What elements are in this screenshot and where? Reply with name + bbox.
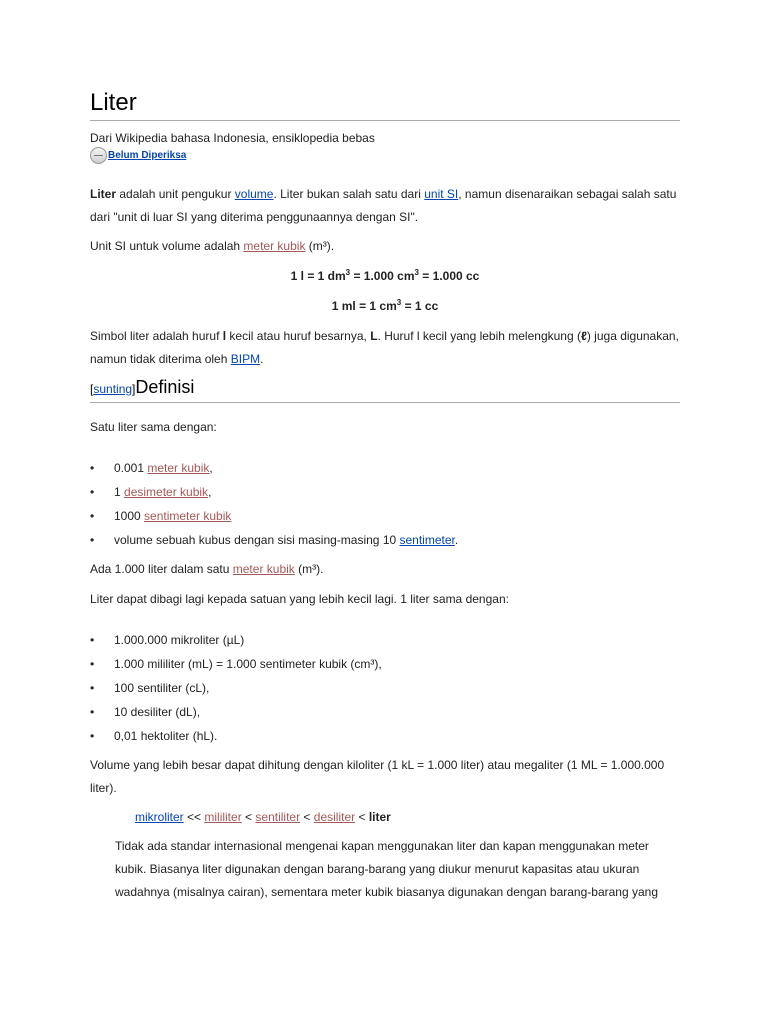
list-item-link[interactable]: meter kubik <box>147 461 210 475</box>
formula-2-part-a: 1 ml = 1 cm <box>331 299 397 313</box>
article <box>90 88 680 904</box>
scale-sep-4: < <box>355 810 369 824</box>
edit-link[interactable]: sunting <box>93 382 133 396</box>
list-item-link[interactable]: sentimeter <box>399 533 455 547</box>
subunit-list-item: • 1.000.000 mikroliter (µL) <box>90 628 680 652</box>
unit-scale <box>90 806 680 829</box>
symbol-bold-2: L <box>370 329 378 343</box>
symbol-text-1: Simbol liter adalah huruf <box>90 329 223 343</box>
intro-text-1: adalah unit pengukur <box>116 187 235 201</box>
definition-list-item <box>90 480 680 504</box>
definition-list-item <box>90 528 680 552</box>
formula-2-part-c: = 1 cc <box>401 299 439 313</box>
ada-text-2: (m³). <box>294 562 324 576</box>
list-item-link[interactable]: sentimeter kubik <box>144 509 232 523</box>
subunit-list-item: • 10 desiliter (dL), <box>90 700 680 724</box>
list-item-punct: . <box>454 533 459 547</box>
si-text-1: Unit SI untuk volume adalah <box>90 239 244 253</box>
list-item-text: volume sebuah kubus dengan sisi masing-masing 10 <box>114 533 400 547</box>
si-paragraph <box>90 235 680 258</box>
symbol-text-5: . <box>260 352 264 366</box>
symbol-text-3: . Huruf l kecil yang lebih melengkung ( <box>377 329 581 343</box>
link-volume[interactable]: volume <box>234 187 274 201</box>
definition-list-item <box>90 504 680 528</box>
ada-paragraph <box>90 558 680 581</box>
list-item-link[interactable]: desimeter kubik <box>124 485 209 499</box>
ada-text-1: Ada 1.000 liter dalam satu <box>90 562 233 576</box>
link-desiliter[interactable]: desiliter <box>313 810 356 824</box>
list-item-punct: , <box>208 485 212 499</box>
page-subtitle: Dari Wikipedia bahasa Indonesia, ensiklopedia bebas <box>90 131 375 145</box>
section-edit: [sunting] <box>90 382 136 396</box>
formula-1-sup-2: 3 <box>414 268 419 277</box>
link-sentiliter[interactable]: sentiliter <box>255 810 301 824</box>
link-unit-si[interactable]: unit SI <box>424 187 459 201</box>
symbol-bold-3: ℓ <box>580 329 587 343</box>
list-item-text: 1000 <box>114 509 145 523</box>
page-title: Liter <box>90 88 680 121</box>
intro-text-2: . Liter bukan salah satu dari <box>273 187 425 201</box>
link-bipm[interactable]: BIPM <box>230 352 261 366</box>
list-item-punct: , <box>209 461 213 475</box>
symbol-paragraph <box>90 325 680 371</box>
section-heading-definisi <box>90 375 680 403</box>
standar-paragraph: Tidak ada standar internasional mengenai kapan menggunakan liter dan kapan menggunakan meter kubik. Biasanya liter digunakan dengan barang-barang yang diukur menurut kapasitas atau ukuran wadahnya (misalnya cairan), sementara meter kubik biasanya digunakan dengan barang-barang yang <box>115 839 658 899</box>
formula-2-sup: 3 <box>396 298 402 307</box>
formula-1-part-c: = 1.000 cm <box>350 269 415 283</box>
subunit-list-item: • 1.000 mililiter (mL) = 1.000 sentimeter kubik (cm³), <box>90 652 680 676</box>
formula-1-part-e: = 1.000 cc <box>418 269 480 283</box>
si-text-2: (m³). <box>305 239 335 253</box>
symbol-text-4: ) juga digunakan, namun tidak diterima oleh <box>90 329 679 366</box>
list-item-text: 0.001 <box>114 461 148 475</box>
definition-list <box>90 456 680 552</box>
formula-1-part-a: 1 l = 1 dm <box>290 269 346 283</box>
formula-liter <box>90 265 680 288</box>
scale-sep-2: < <box>241 810 256 824</box>
subunit-list-item: • 0,01 hektoliter (hL). <box>90 724 680 748</box>
link-meter-kubik-2[interactable]: meter kubik <box>232 562 295 576</box>
review-status-link[interactable]: Belum Diperiksa <box>108 150 187 161</box>
definition-intro: Satu liter sama dengan: <box>90 420 217 434</box>
formula-1-sup-1: 3 <box>345 268 351 277</box>
intro-bold: Liter <box>90 187 117 201</box>
dibagi-paragraph: Liter dapat dibagi lagi kepada satuan yang lebih kecil lagi. 1 liter sama dengan: <box>90 592 509 606</box>
symbol-bold-1: l <box>222 329 227 343</box>
scale-sep-1: << <box>183 810 205 824</box>
symbol-text-2: kecil atau huruf besarnya, <box>226 329 371 343</box>
link-mikroliter[interactable]: mikroliter <box>135 810 184 824</box>
scale-liter: liter <box>368 810 391 824</box>
link-mililiter[interactable]: mililiter <box>204 810 242 824</box>
unreviewed-icon <box>90 147 107 164</box>
subunit-list-item: • 100 sentiliter (cL), <box>90 676 680 700</box>
review-status <box>90 147 680 164</box>
link-meter-kubik[interactable]: meter kubik <box>243 239 306 253</box>
besar-paragraph: Volume yang lebih besar dapat dihitung dengan kiloliter (1 kL = 1.000 liter) atau megaliter (1 ML = 1.000.000 liter). <box>90 758 665 795</box>
intro-text-3: , namun disenaraikan sebagai salah satu dari "unit di luar SI yang diterima penggunaannya dengan SI". <box>90 187 677 224</box>
formula-mililiter <box>90 295 680 318</box>
definition-list-item <box>90 456 680 480</box>
scale-sep-3: < <box>300 810 314 824</box>
list-item-text: 1 <box>114 485 125 499</box>
section-title: Definisi <box>135 377 195 397</box>
intro-paragraph <box>90 183 680 229</box>
subunit-list <box>90 628 680 748</box>
